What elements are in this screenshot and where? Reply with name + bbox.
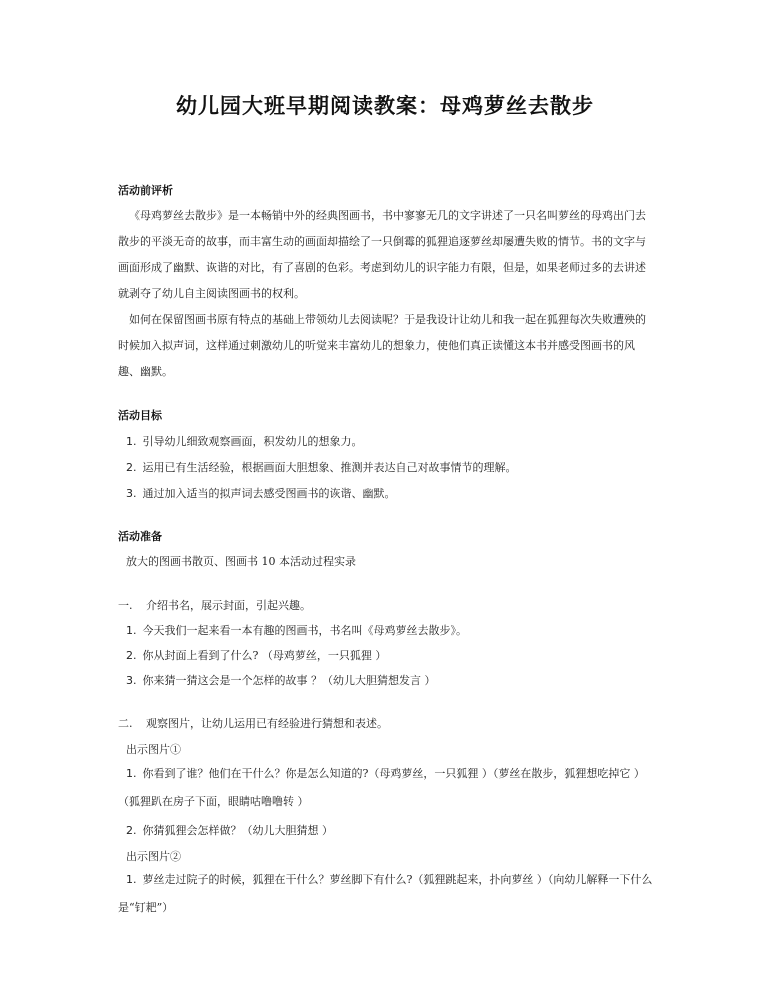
pic-1-item-2 — [126, 822, 666, 838]
goal-item-number: 2. — [126, 461, 137, 474]
step-item-text: 你看到了谁？他们在干什么？你是怎么知道的?（母鸡萝丝，一只狐狸 ）（萝丝在散步，狐狸想吃掉它 ）（狐狸趴在房子下面，眼睛咕噜噜转 ） — [118, 767, 645, 808]
pic-2-label: 出示图片② — [126, 850, 181, 863]
analysis-paragraph-1: 《母鸡萝丝去散步》是一本畅销中外的经典图画书，书中寥寥无几的文字讲述了一只名叫萝丝的母鸡出门去散步的平淡无奇的故事，而丰富生动的画面却描绘了一只倒霉的狐狸追逐萝丝却屡遭失败的情节。书的文字与画面形成了幽默、诙谐的对比，有了喜剧的色彩。考虑到幼儿的识字能力有限，但是，如果老师过多的去讲述就剥夺了幼儿自主阅读图画书的权利。 — [118, 209, 646, 300]
step-1-item-2 — [126, 647, 666, 663]
goal-item-number: 1. — [126, 435, 137, 448]
pic-2-item-1 — [118, 866, 656, 922]
step-2-heading — [118, 715, 658, 731]
step-item-text: 你猜狐狸会怎样做？（幼儿大胆猜想 ） — [142, 824, 333, 837]
goal-item-text: 引导幼儿细致观察画面，积发幼儿的想象力。 — [142, 435, 363, 448]
goal-item-1 — [126, 433, 666, 449]
step-2-label: 二. — [118, 717, 133, 730]
step-item-number: 3. — [126, 674, 137, 687]
goal-item-3 — [126, 485, 666, 501]
step-1-item-1 — [126, 622, 666, 638]
goal-item-number: 3. — [126, 487, 137, 500]
step-item-number: 1. — [126, 873, 137, 886]
step-1-heading — [118, 597, 658, 613]
section-heading-analysis: 活动前评析 — [118, 184, 173, 197]
step-item-number: 2. — [126, 649, 137, 662]
step-item-text: 今天我们一起来看一本有趣的图画书，书名叫《母鸡萝丝去散步》。 — [142, 624, 467, 637]
step-1-label: 一. — [118, 599, 133, 612]
step-item-number: 1. — [126, 624, 137, 637]
step-1-item-3 — [126, 672, 666, 688]
goal-item-text: 运用已有生活经验，根据画面大胆想象、推测并表达自己对故事情节的理解。 — [142, 461, 517, 474]
step-item-text: 萝丝走过院子的时候，狐狸在干什么？萝丝脚下有什么?（狐狸跳起来，扑向萝丝 ）（向幼儿解释一下什么是“钉耙”） — [118, 873, 653, 914]
goal-item-text: 通过加入适当的拟声词去感受图画书的诙谐、幽默。 — [142, 487, 396, 500]
step-1-title: 介绍书名，展示封面，引起兴趣。 — [146, 599, 311, 612]
step-2-title: 观察图片，让幼儿运用已有经验进行猜想和表述。 — [146, 717, 388, 730]
step-item-text: 你来猜一猜这会是一个怎样的故事 ？（幼儿大胆猜想发言 ） — [142, 674, 436, 687]
step-item-text: 你从封面上看到了什么? （母鸡萝丝，一只狐狸 ） — [142, 649, 387, 662]
prep-text: 放大的图画书散页、图画书 10 本活动过程实录 — [126, 555, 356, 568]
pic-1-label: 出示图片① — [126, 743, 181, 756]
document-title: 幼儿园大班早期阅读教案：母鸡萝丝去散步 — [176, 93, 594, 118]
step-item-number: 1. — [126, 767, 137, 780]
step-item-number: 2. — [126, 824, 137, 837]
section-heading-prep: 活动准备 — [118, 530, 162, 543]
section-heading-goals: 活动目标 — [118, 409, 162, 422]
analysis-paragraph-2: 如何在保留图画书原有特点的基础上带领幼儿去阅读呢？于是我设计让幼儿和我一起在狐狸每次失败遭殃的时候加入拟声词，这样通过刺激幼儿的听觉来丰富幼儿的想象力，使他们真正读懂这本书并感受图画书的风趣、幽默。 — [118, 313, 646, 378]
goal-item-2 — [126, 459, 666, 475]
pic-1-item-1 — [118, 760, 656, 816]
